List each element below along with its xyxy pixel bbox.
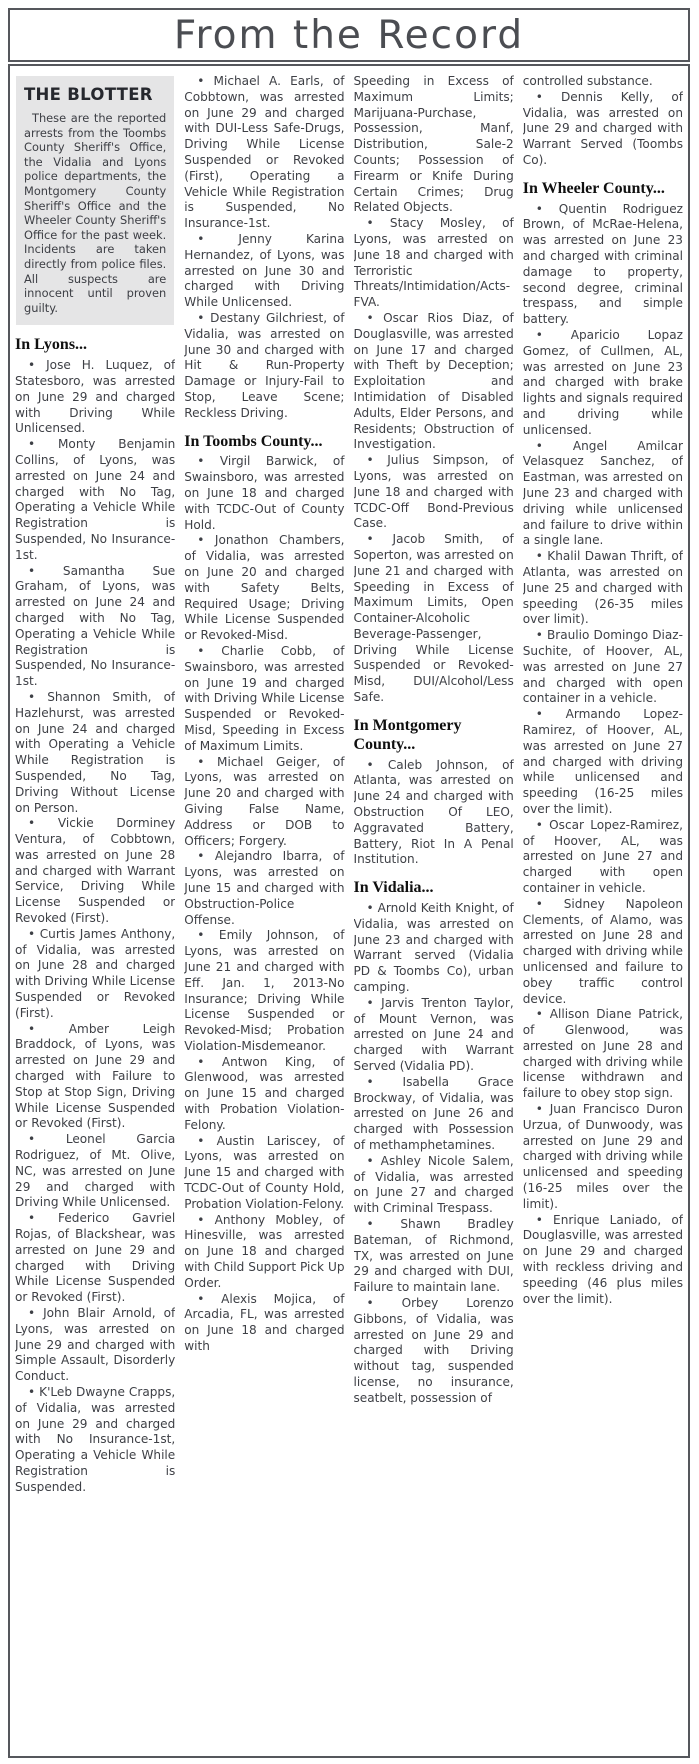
arrest-entry: • Antwon King, of Glenwood, was arrested on June 15 and charged with Probation Violation-Felony. (184, 1054, 345, 1132)
arrest-entry: • Alejandro Ibarra, of Lyons, was arrested on June 15 and charged with Obstruction-Police Offense. (184, 849, 345, 927)
arrest-entry: • K'Leb Dwayne Crapps, of Vidalia, was arrested on June 29 and charged with No Insurance-1st, Operating a Vehicle While Registration is Suspended. (15, 1384, 176, 1494)
arrest-entry: • Allison Diane Patrick, of Glenwood, was arrested on June 28 and charged with driving while license withdrawn and failure to obey stop sign. (522, 1007, 683, 1101)
arrest-entry: • Quentin Rodriguez Brown, of McRae-Helena, was arrested on June 23 and charged with criminal damage to property, second degree, criminal trespass, and simple battery. (522, 201, 683, 327)
arrest-entry: • Austin Lariscey, of Lyons, was arrested on June 15 and charged with TCDC-Out of County Hold, Probation Violation-Felony. (184, 1133, 345, 1211)
arrest-entry: • John Blair Arnold, of Lyons, was arrested on June 29 and charged with Simple Assault, Disorderly Conduct. (15, 1306, 176, 1384)
arrest-entry: • Charlie Cobb, of Swainsboro, was arrested on June 19 and charged with Driving While License Suspended or Revoked-Misd, Speeding in Excess of Maximum Limits. (184, 643, 345, 753)
arrest-entry: • Shannon Smith, of Hazlehurst, was arrested on June 24 and charged with Operating a Vehicle While Registration is Suspended, No Tag, Driving Without License on Person. (15, 689, 176, 815)
entry-continuation: controlled substance. (522, 74, 653, 88)
arrest-entry: • Isabella Grace Brockway, of Vidalia, was arrested on June 26 and charged with Possession of methamphetamines. (353, 1074, 514, 1153)
arrest-entry: • Samantha Sue Graham, of Lyons, was arrested on June 24 and charged with No Tag, Operating a Vehicle While Registration is Suspended, No Insurance-1st. (15, 563, 176, 689)
page-header (8, 8, 690, 62)
content-columns (15, 74, 683, 1750)
arrest-entry: • Monty Benjamin Collins, of Lyons, was arrested on June 24 and charged with No Tag, Operating a Vehicle While Registration is Suspended, No Insurance-1st. (15, 437, 176, 562)
column-3 (354, 74, 514, 1750)
blotter-title: THE BLOTTER (24, 85, 153, 104)
blotter-text: These are the reported arrests from the Toombs County Sheriff's Office, the Vidalia and Lyons police departments, the Montgomery County Sheriff's Office and the Wheeler County Sheriff's Office for the past week. Incidents are taken directly from police files. All suspects are innocent until proven guilty. (24, 111, 167, 315)
section-heading: In Toombs County... (184, 432, 323, 450)
arrest-entry: • Oscar Lopez-Ramirez, of Hoover, AL, was arrested on June 27 and charged with open container in vehicle. (522, 817, 683, 895)
arrest-entry: • Jose H. Luquez, of Statesboro, was arrested on June 29 and charged with Driving While Unlicensed. (15, 358, 176, 436)
section-heading: In Lyons... (15, 336, 88, 354)
arrest-entry: • Stacy Mosley, of Lyons, was arrested on June 18 and charged with Terroristic Threats/Intimidation/Acts-FVA. (353, 216, 514, 310)
arrest-entry: • Virgil Barwick, of Swainsboro, was arrested on June 18 and charged with TCDC-Out of County Hold. (184, 454, 345, 532)
arrest-entry: • Angel Amilcar Velasquez Sanchez, of Eastman, was arrested on June 23 and charged with driving while unlicensed and failure to drive within a single lane. (522, 438, 683, 548)
arrest-entry: • Armando Lopez-Ramirez, of Hoover, AL, was arrested on June 27 and charged with driving while unlicensed and speeding (16-25 miles over the limit). (522, 707, 683, 816)
section-heading: In Vidalia... (353, 879, 434, 897)
arrest-entry: • Jonathon Chambers, of Vidalia, was arrested on June 20 and charged with Safety Belts, Required Usage; Driving While License Suspended or Revoked-Misd. (184, 533, 345, 643)
column-4 (523, 74, 683, 1750)
arrest-entry: • Khalil Dawan Thrift, of Atlanta, was arrested on June 25 and charged with speeding (26-35 miles over limit). (522, 549, 683, 627)
arrest-entry: • Orbey Lorenzo Gibbons, of Vidalia, was arrested on June 29 and charged with Driving without tag, suspended license, no insurance, seatbelt, possession of (353, 1296, 514, 1405)
arrest-entry: • Juan Francisco Duron Urzua, of Dunwoody, was arrested on June 29 and charged with driving while unlicensed and speeding (16-25 miles over the limit). (522, 1102, 683, 1211)
section-heading: In Montgomery County... (353, 716, 462, 753)
arrest-entry: • Curtis James Anthony, of Vidalia, was arrested on June 28 and charged with Driving While License Suspended or Revoked (First). (15, 926, 176, 1020)
arrest-entry: • Ashley Nicole Salem, of Vidalia, was arrested on June 27 and charged with Criminal Trespass. (353, 1153, 514, 1216)
section-heading: In Wheeler County... (522, 179, 665, 197)
arrest-entry: • Sidney Napoleon Clements, of Alamo, was arrested on June 28 and charged with driving while unlicensed and failure to obey traffic control device. (522, 896, 683, 1006)
arrest-entry: • Braulio Domingo Diaz-Suchite, of Hoover, AL, was arrested on June 27 and charged with open container in a vehicle. (522, 628, 683, 706)
arrest-entry: • Vickie Dorminey Ventura, of Cobbtown, was arrested on June 28 and charged with Warrant Service, Driving While License Suspended or Revoked (First). (15, 816, 176, 926)
arrest-entry: • Michael Geiger, of Lyons, was arrested on June 20 and charged with Giving False Name, Address or DOB to Officers; Forgery. (184, 754, 345, 848)
arrest-entry: • Oscar Rios Diaz, of Douglasville, was arrested on June 17 and charged with Theft by Deception; Exploitation and Intimidation of Disabled Adults, Elder Persons, and Residents; Obstruction of Investigation. (353, 310, 514, 452)
blotter-box (16, 76, 174, 325)
arrest-entry: • Jacob Smith, of Soperton, was arrested on June 21 and charged with Speeding in Excess of Maximum Limits, Open Container-Alcoholic Beverage-Passenger, Driving While License Suspended or Revoked-Misd, DUI/Alcohol/Less Safe. (353, 532, 514, 705)
arrest-entry: • Enrique Laniado, of Douglasville, was arrested on June 29 and charged with reckless driving and speeding (46 plus miles over the limit). (522, 1212, 683, 1306)
column-2 (184, 74, 344, 1750)
arrest-entry: • Caleb Johnson, of Atlanta, was arrested on June 24 and charged with Obstruction Of LEO, Aggravated Battery, Battery, Riot In A Penal Institution. (353, 757, 514, 867)
arrest-entry: • Shawn Bradley Bateman, of Richmond, TX, was arrested on June 29 and charged with DUI, Failure to maintain lane. (353, 1217, 514, 1295)
arrest-entry: • Aparicio Lopaz Gomez, of Cullmen, AL, was arrested on June 23 and charged with brake lights and signals required and driving while unlicensed. (522, 328, 683, 437)
arrest-entry: • Julius Simpson, of Lyons, was arrested on June 18 and charged with TCDC-Off Bond-Previous Case. (353, 453, 514, 531)
page-title: From the Record (173, 12, 525, 58)
arrest-entry: • Dennis Kelly, of Vidalia, was arrested on June 29 and charged with Warrant Served (Toombs Co). (522, 89, 683, 167)
arrest-entry: • Jenny Karina Hernandez, of Lyons, was arrested on June 30 and charged with Driving While Unlicensed. (184, 231, 345, 310)
arrest-entry: • Amber Leigh Braddock, of Lyons, was arrested on June 29 and charged with Failure to Stop at Stop Sign, Driving While License Suspended or Revoked (First). (15, 1021, 176, 1131)
arrest-entry: • Jarvis Trenton Taylor, of Mount Vernon, was arrested on June 24 and charged with Warrant Served (Vidalia PD). (353, 995, 514, 1074)
blotter-body (8, 64, 690, 1758)
arrest-entry: • Arnold Keith Knight, of Vidalia, was arrested on June 23 and charged with Warrant served (Vidalia PD & Toombs Co), urban camping. (353, 901, 514, 995)
arrest-entry: • Michael A. Earls, of Cobbtown, was arrested on June 29 and charged with DUI-Less Safe-Drugs, Driving While License Suspended or Revoked (First), Operating a Vehicle While Registration is Suspended, No Insurance-1st. (184, 74, 345, 231)
arrest-entry: • Alexis Mojica, of Arcadia, FL, was arrested on June 18 and charged with (184, 1291, 345, 1354)
column-1 (15, 74, 175, 1750)
arrest-entry: • Emily Johnson, of Lyons, was arrested on June 21 and charged with Eff. Jan. 1, 2013-No Insurance; Driving While License Suspended or Revoked-Misd; Probation Violation-Misdemeanor. (184, 928, 345, 1053)
entry-continuation: Speeding in Excess of Maximum Limits; Marijuana-Purchase, Possession, Manf, Distribution, Sale-2 Counts; Possession of Firearm or Knife During Certain Crimes; Drug Related Objects. (353, 74, 514, 215)
arrest-entry: • Leonel Garcia Rodriguez, of Mt. Olive, NC, was arrested on June 29 and charged with Driving While Unlicensed. (15, 1132, 176, 1210)
arrest-entry: • Destany Gilchriest, of Vidalia, was arrested on June 30 and charged with Hit & Run-Property Damage or Injury-Fail to Stop, Leave Scene; Reckless Driving. (184, 310, 345, 420)
arrest-entry: • Anthony Mobley, of Hinesville, was arrested on June 18 and charged with Child Support Pick Up Order. (184, 1212, 345, 1290)
arrest-entry: • Federico Gavriel Rojas, of Blackshear, was arrested on June 29 and charged with Driving While License Suspended or Revoked (First). (15, 1211, 176, 1305)
